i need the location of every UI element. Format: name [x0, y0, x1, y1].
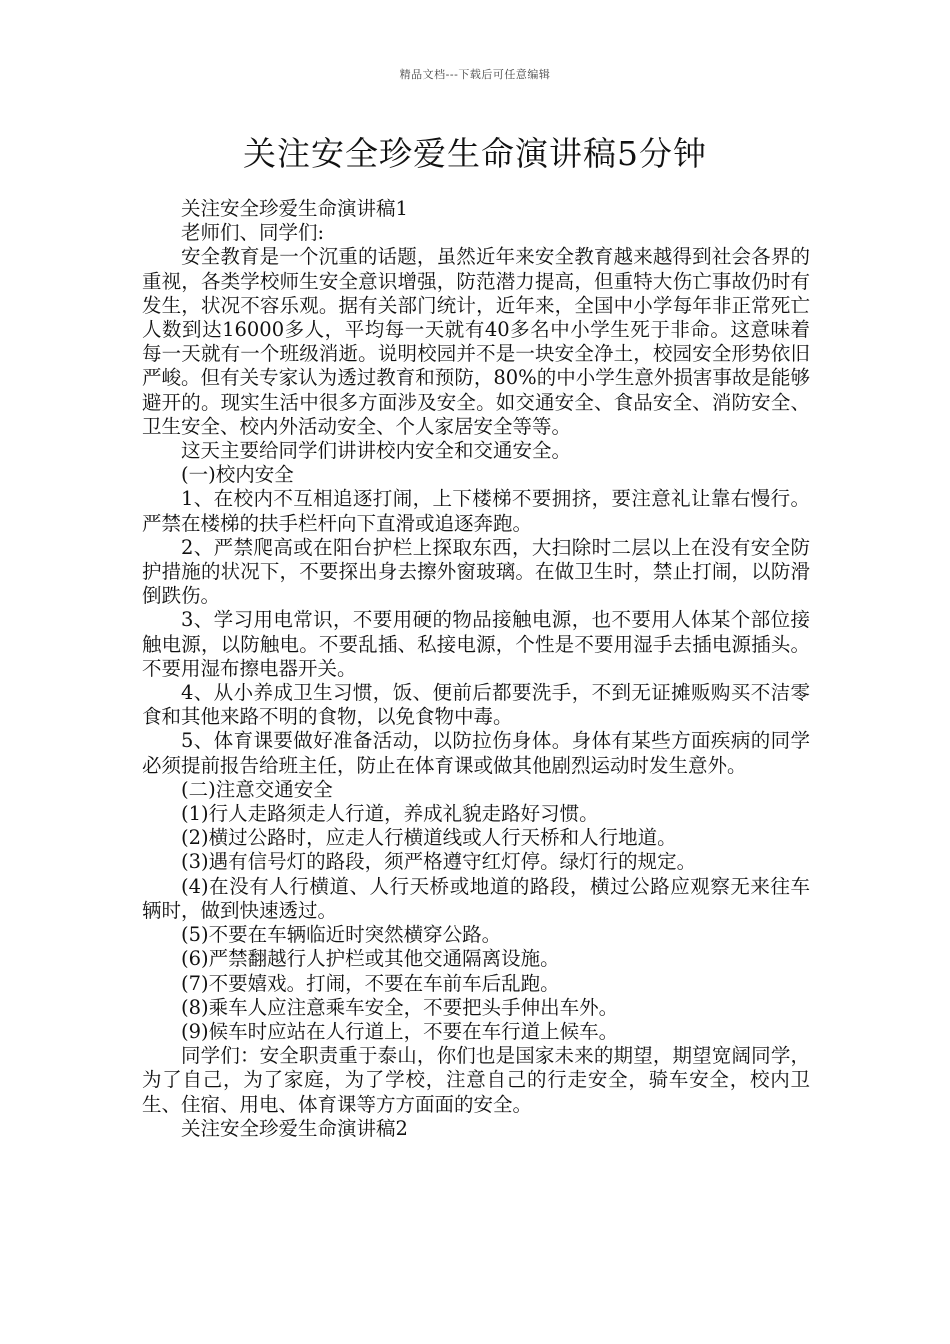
list-item: (9)候车时应站在人行道上，不要在车行道上候车。 [181, 1019, 619, 1043]
list-item: (6)严禁翻越行人护栏或其他交通隔离设施。 [181, 947, 560, 971]
section-heading: 关注安全珍爱生命演讲稿1 [181, 197, 408, 220]
list-item: (1)行人走路须走人行道，养成礼貌走路好习惯。 [181, 802, 599, 826]
salutation: 老师们、同学们: [181, 221, 325, 245]
subsection-heading: (一)校内安全 [181, 463, 294, 487]
list-item: 2、严禁爬高或在阳台护栏上探取东西，大扫除时二层以上在没有安全防护措施的状况下，不要探出身去擦外窗玻璃。在做卫生时，禁止打闹，以防滑倒跌伤。 [142, 535, 810, 608]
section-heading: 关注安全珍爱生命演讲稿2 [181, 1116, 408, 1140]
list-item: 5、体育课要做好准备活动，以防拉伤身体。身体有某些方面疾病的同学必须提前报告给班主任，防止在体育课或做其他剧烈运动时发生意外。 [142, 729, 810, 777]
document-title: 关注安全珍爱生命演讲稿5分钟 [243, 134, 707, 173]
list-item: (5)不要在车辆临近时突然横穿公路。 [181, 923, 502, 947]
list-item: 3、学习用电常识，不要用硬的物品接触电源，也不要用人体某个部位接触电源，以防触电。不要乱插、私接电源，个性是不要用湿手去插电源插头。不要用湿布擦电器开关。 [142, 608, 810, 680]
list-item: 1、在校内不互相追逐打闹，上下楼梯不要拥挤，要注意礼让靠右慢行。严禁在楼梯的扶手栏杆向下直滑或追逐奔跑。 [142, 487, 810, 535]
list-item: (7)不要嬉戏。打闹，不要在车前车后乱跑。 [181, 971, 560, 995]
paragraph: 这天主要给同学们讲讲校内安全和交通安全。 [181, 439, 572, 463]
subsection-heading: (二)注意交通安全 [181, 777, 333, 801]
list-item: 4、从小养成卫生习惯，饭、便前后都要洗手，不到无证摊贩购买不洁零食和其他来路不明的食物，以免食物中毒。 [142, 681, 810, 729]
list-item: (2)横过公路时，应走人行横道线或人行天桥和人行地道。 [181, 826, 677, 850]
list-item: (4)在没有人行横道、人行天桥或地道的路段，横过公路应观察无来往车辆时，做到快速透过。 [142, 874, 810, 922]
document-body [142, 197, 810, 1141]
list-item: (3)遇有信号灯的路段，须严格遵守红灯停。绿灯行的规定。 [181, 850, 697, 874]
paragraph: 同学们：安全职责重于泰山，你们也是国家未来的期望，期望宽阔同学，为了自己，为了家庭，为了学校，注意自己的行走安全，骑车安全，校内卫生、住宿、用电、体育课等方方面面的安全。 [142, 1044, 810, 1116]
header-note: 精品文档---下载后可任意编辑 [399, 68, 551, 81]
paragraph: 安全教育是一个沉重的话题，虽然近年来安全教育越来越得到社会各界的重视，各类学校师生安全意识增强，防范潜力提高，但重特大伤亡事故仍时有发生，状况不容乐观。据有关部门统计，近年来，全国中小学每年非正常死亡人数到达16000多人，平均每一天就有40多名中小学生死于非命。这意味着每一天就有一个班级消逝。说明校园并不是一块安全净土，校园安全形势依旧严峻。但有关专家认为透过教育和预防，80%的中小学生意外损害事故是能够避开的。现实生活中很多方面涉及安全。如交通安全、食品安全、消防安全、卫生安全、校内外活动安全、个人家居安全等等。 [142, 245, 810, 438]
list-item: (8)乘车人应注意乘车安全，不要把头手伸出车外。 [181, 995, 619, 1019]
